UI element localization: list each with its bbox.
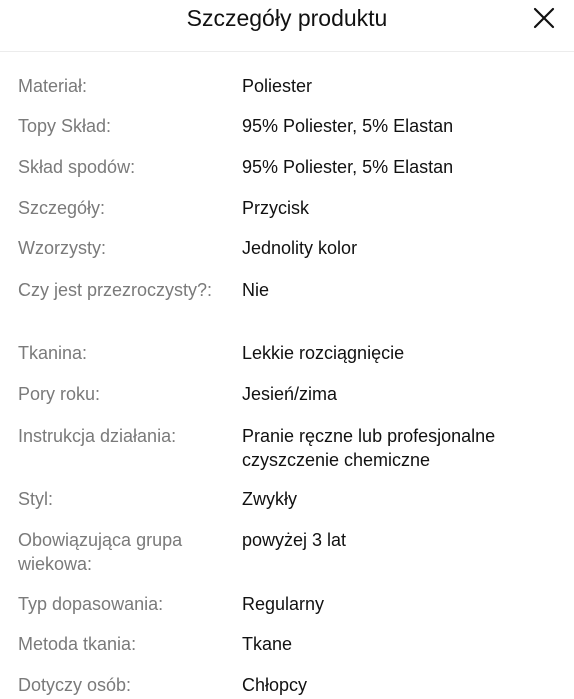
- detail-value: Poliester: [242, 76, 313, 96]
- detail-label: Dotyczy osób:: [18, 675, 132, 695]
- detail-label: Styl:: [18, 489, 54, 509]
- detail-value: Zwykły: [242, 489, 297, 509]
- detail-label: Pory roku:: [18, 384, 101, 404]
- detail-label: Szczegóły:: [18, 198, 106, 218]
- detail-label: Metoda tkania:: [18, 634, 137, 654]
- detail-value: Nie: [242, 280, 270, 300]
- close-icon[interactable]: [532, 6, 556, 30]
- detail-value: 95% Poliester, 5% Elastan: [242, 116, 454, 136]
- detail-label: Materiał:: [18, 76, 88, 96]
- detail-label: Topy Skład:: [18, 116, 112, 136]
- close-button[interactable]: [532, 6, 556, 30]
- detail-value: 95% Poliester, 5% Elastan: [242, 157, 454, 177]
- detail-label: Tkanina:: [18, 343, 88, 363]
- page-title: Szczegóły produktu: [186, 5, 388, 31]
- detail-value: Lekkie rozciągnięcie: [242, 343, 405, 363]
- detail-label: Skład spodów:: [18, 157, 136, 177]
- sheet-header: [0, 0, 574, 52]
- detail-value: powyżej 3 lat: [242, 530, 347, 550]
- detail-value: Regularny: [242, 594, 325, 614]
- detail-label: Czy jest przezroczysty?:: [18, 280, 213, 300]
- detail-label: Wzorzysty:: [18, 238, 106, 258]
- detail-label: Obowiązująca grupa wiekowa:: [18, 530, 183, 574]
- detail-value: Jednolity kolor: [242, 238, 358, 258]
- detail-value: Pranie ręczne lub profesjonalne czyszczenie chemiczne: [242, 426, 496, 470]
- detail-value: Tkane: [242, 634, 293, 654]
- detail-label: Typ dopasowania:: [18, 594, 164, 614]
- product-details-list: [0, 52, 574, 699]
- detail-label: Instrukcja działania:: [18, 426, 177, 446]
- detail-value: Przycisk: [242, 198, 309, 218]
- detail-value: Chłopcy: [242, 675, 308, 695]
- detail-value: Jesień/zima: [242, 384, 338, 404]
